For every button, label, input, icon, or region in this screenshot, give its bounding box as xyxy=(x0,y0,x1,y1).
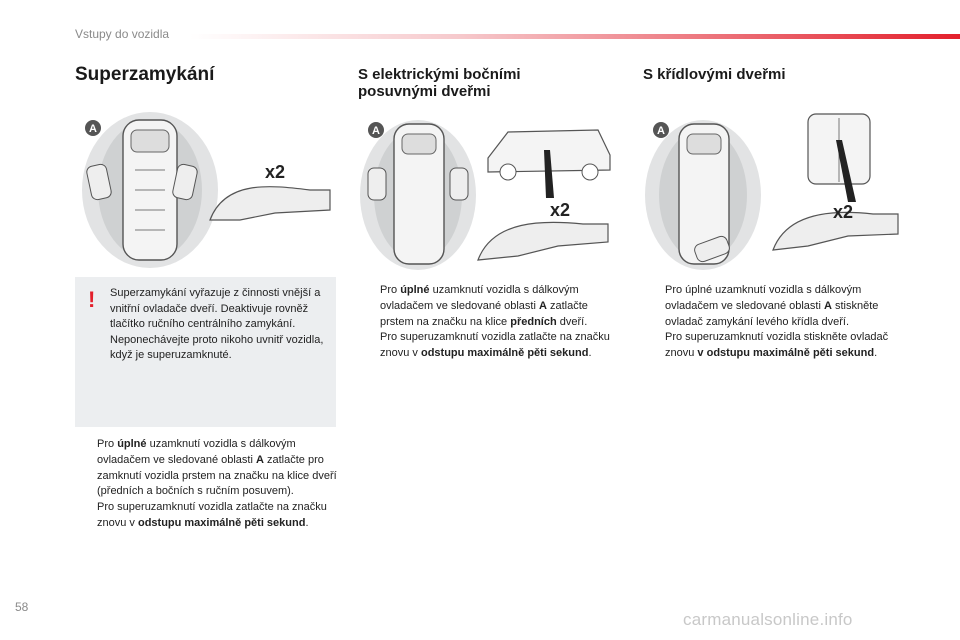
list-item: Pro úplné uzamknutí vozidla s dálkovým ovladačem ve sledované oblasti A zatlačte prstem na značku na klice předních dveří. xyxy=(380,284,588,328)
title-superzamykani: Superzamykání xyxy=(75,64,215,85)
page-number: 58 xyxy=(15,600,29,614)
instructions-col2 xyxy=(358,283,620,362)
zone-label-a: A xyxy=(89,123,97,135)
instructions-col3 xyxy=(643,283,905,362)
warning-box xyxy=(75,277,336,427)
list-item: Pro úplné uzamknutí vozidla s dálkovým ovladačem ve sledované oblasti A stiskněte ovladač zamykání levého křídla dveří. xyxy=(665,284,879,328)
illustration-wing-doors xyxy=(643,110,905,275)
warning-icon: ! xyxy=(88,287,96,312)
press-label: x2 xyxy=(550,200,571,220)
section-header: Vstupy do vozidla xyxy=(75,27,170,41)
illustration-electric-doors xyxy=(358,110,620,275)
zone-label-a: A xyxy=(657,125,665,137)
watermark: carmanualsonline.info xyxy=(683,610,853,629)
list-item: Pro superuzamknutí vozidla zatlačte na značku znovu v odstupu maximálně pěti sekund. xyxy=(380,331,610,360)
list-item: Pro superuzamknutí vozidla zatlačte na značku znovu v odstupu maximálně pěti sekund. xyxy=(97,501,327,529)
header-accent-bar xyxy=(190,34,960,39)
zone-label-a: A xyxy=(372,125,380,137)
press-label: x2 xyxy=(265,162,286,182)
list-item: Pro úplné uzamknutí vozidla s dálkovým ovladačem ve sledované oblasti A zatlačte pro zamknutí vozidla prstem na značku na klice dveří (předních a bočních s ručním posuvem). xyxy=(97,438,337,498)
press-label: x2 xyxy=(833,202,854,222)
warning-text: Superzamykání vyřazuje z činnosti vnější a vnitřní ovladače dveří. Deaktivuje rovněž tlačítko ručního centrálního zamykání. Neponechávejte proto nikoho uvnitř vozidla, když je superuzamknuté. xyxy=(110,287,324,362)
illustration-superlock xyxy=(75,110,337,275)
list-item: Pro superuzamknutí vozidla stiskněte ovladač znovu v odstupu maximálně pěti sekund. xyxy=(665,331,889,360)
instructions-col1 xyxy=(75,437,337,532)
title-electric-doors: S elektrickými bočními posuvnými dveřmi xyxy=(358,66,521,100)
title-wing-doors: S křídlovými dveřmi xyxy=(643,66,786,83)
